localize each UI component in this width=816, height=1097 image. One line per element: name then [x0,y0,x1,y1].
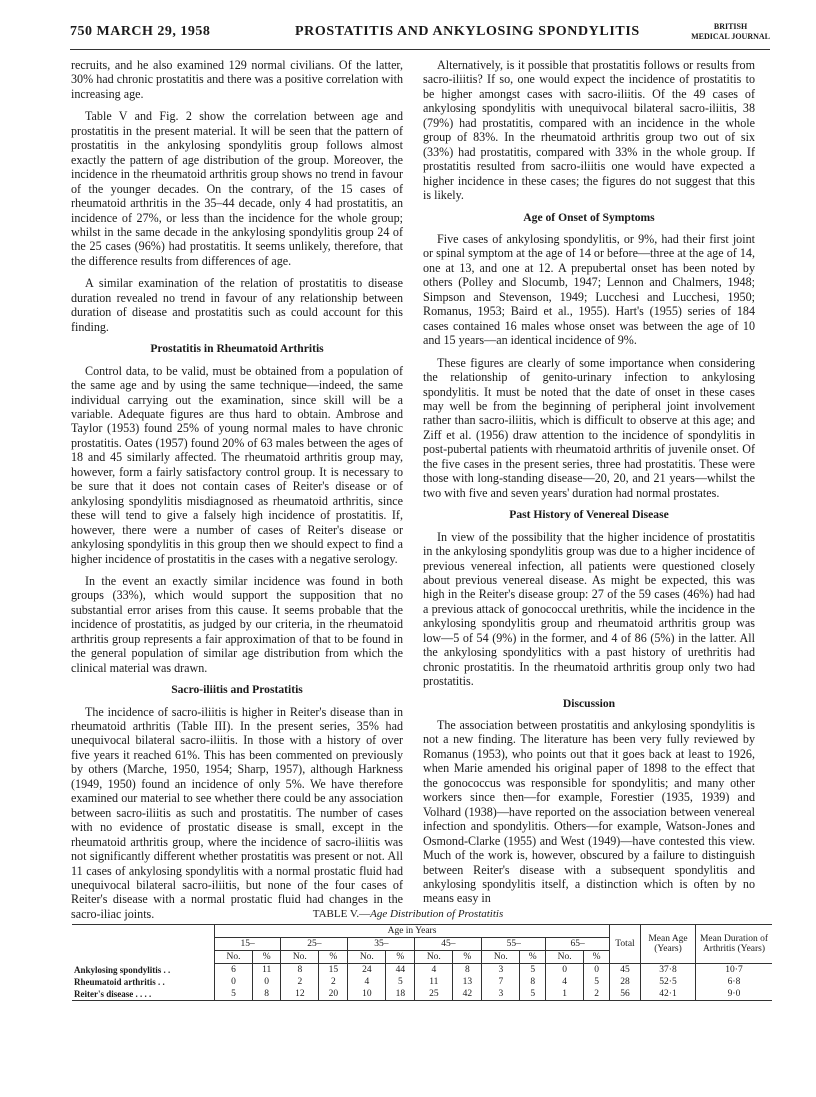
paragraph: recruits, and he also examined 129 normal civilians. Of the latter, 30% had chronic prostatitis and there was a positive correlation with increasing age. [71,58,403,101]
paragraph: The incidence of sacro-iliitis is higher in Reiter's disease than in rheumatoid arthritis (Table III). In the present series, 35% had unequivocal bilateral sacro-iliitis. In those with a history of over five years it reached 61%. This has been commented on previously by others (Marche, 1950, 1954; Sharp, 1957), although Harkness (1949, 1950) found an incidence of only 5%. We have therefore examined our material to see whether there could be any association between sacro-iliitis as such and prostatitis. The number of cases with no evidence of prostatic disease is small, except in the rheumatoid arthritis group, where the incidence of sacro-iliitis was not significantly different whether prostatitis was present or not. All 11 cases of ankylosing spondylitis with a normal prostatic fluid had unequivocal bilateral sacro-iliitis, but none of the four cases of Reiter's disease with a normal prostatic fluid had changes in the sacro-iliac joints. [71,704,403,921]
table-row [72,976,772,988]
section-heading: Discussion [562,696,616,710]
journal-name [691,22,770,42]
cell: 5 [520,964,546,977]
cell: 5 [215,988,253,1001]
mean-duration-header: Mean Duration of Arthritis (Years) [696,925,773,964]
age-group-header: 35– [348,938,415,951]
cell: 5 [520,988,546,1001]
cell: 18 [386,988,415,1001]
row-label-header [72,925,215,964]
pct-header: % [520,951,546,964]
cell: 6 [215,964,253,977]
cell: 5 [584,976,610,988]
table-caption [0,908,816,920]
row-label: Rheumatoid arthritis . . [74,977,165,987]
row-label: Ankylosing spondylitis . . [74,964,171,975]
cell: 2 [319,976,348,988]
cell: 0 [546,964,584,977]
age-group-header: 45– [415,938,482,951]
mean-duration-cell: 9·0 [696,988,773,1001]
total-cell: 45 [610,964,641,977]
table-caption-title: Age Distribution of Prostatitis [370,908,504,920]
no-header: No. [415,951,453,964]
table-row [72,964,772,977]
cell: 2 [584,988,610,1001]
running-title: PROSTATITIS AND ANKYLOSING SPONDYLITIS [295,24,640,39]
row-label: Reiter's disease . . . . [72,988,215,1001]
cell: 15 [319,964,348,977]
pct-header: % [584,951,610,964]
right-column [423,58,755,914]
pct-header: % [453,951,482,964]
cell: 2 [281,976,319,988]
paragraph: A similar examination of the relation of prostatitis to disease duration revealed no trend in favour of any relationship between duration of disease and prostatitis such as could account for this finding. [71,276,403,334]
cell: 8 [520,976,546,988]
cell: 4 [415,964,453,977]
paragraph: These figures are clearly of some importance when considering the relationship of genito-urinary infection to ankylosing spondylitis. It must be noted that the date of onset in these cases may well be from the beginning of peripheral joint involvement rather than sacro-iliitis, which is difficult to observe at this age; and Ziff et al. (1956) draw attention to the incidence of spondylitis in post-pubertal patients with rheumatoid arthritis of juvenile onset. Of the five cases in the present series, three had prostatitis. These were those with long-standing disease—20, 20, and 21 years—whilst the two with five and seven years' duration had normal prostates. [423,355,755,500]
cell: 1 [546,988,584,1001]
cell: 7 [482,976,520,988]
cell: 4 [546,976,584,988]
no-header: No. [215,951,253,964]
paragraph: Five cases of ankylosing spondylitis, or 9%, had their first joint or spinal symptom at the age of 14 or before—three at the age of 14, one at 13, and one at 12. A prepubertal onset has been noted by others (Polley and Slocumb, 1947; Lennon and Chalmers, 1948; Simpson and Stevenson, 1949; Lucchesi and Lucchesi, 1950; Romanus, 1953; Baird et al., 1955). Hart's (1955) series of 184 cases contained 16 males whose onset was between the age of 10 and 15 years—an identical incidence of 9%. [423,231,755,348]
cell: 10 [348,988,386,1001]
cell: 13 [453,976,482,988]
section-heading: Prostatitis in Rheumatoid Arthritis [150,342,324,356]
cell: 5 [386,976,415,988]
cell: 0 [584,964,610,977]
paragraph: In the event an exactly similar incidence was found in both groups (33%), which would support the supposition that no substantial error arises from this cause. It seems probable that the incidence of prostatitis, as judged by our criteria, in the rheumatoid arthritis group represents a fair approximation of that to be found in the general population of similar age distribution from which the clinical material was drawn. [71,573,403,675]
cell: 20 [319,988,348,1001]
cell: 25 [415,988,453,1001]
section-heading: Sacro-iliitis and Prostatitis [171,683,303,697]
age-group-header: 25– [281,938,348,951]
journal-line-2: MEDICAL JOURNAL [691,32,770,41]
no-header: No. [348,951,386,964]
no-header: No. [482,951,520,964]
cell: 11 [253,964,281,977]
cell: 24 [348,964,386,977]
total-cell: 28 [610,976,641,988]
cell: 3 [482,964,520,977]
paragraph: The association between prostatitis and ankylosing spondylitis is not a new finding. The literature has been very fully reviewed by Romanus (1953), who points out that it goes back at least to 1926, when Marie amended his original paper of 1898 to the effect that the gonococcus was responsible for spondylitis; and many other workers since then—for example, Forestier (1935, 1939) and Volhard (1938)—have reported on the association between venereal infection and spondylitis. Others—for example, Watson-Jones and Osmond-Clarke (1955) and West (1949)—have contested this view. Much of the work is, however, obscured by a failure to distinguish between Reiter's disease with a subsequent spondylitis and ankylosing spondylitis itself, a distinction which is often by no means easy in [423,718,755,906]
age-header: Age in Years [215,925,610,938]
table-caption-prefix: TABLE V.— [312,908,371,920]
mean-duration-cell: 6·8 [696,976,773,988]
section-heading: Past History of Venereal Disease [509,508,669,522]
cell: 42 [453,988,482,1001]
age-group-header: 65– [546,938,610,951]
mean-age-cell: 52·5 [641,976,696,988]
cell: 4 [348,976,386,988]
mean-duration-cell: 10·7 [696,964,773,977]
total-cell: 56 [610,988,641,1001]
cell: 3 [482,988,520,1001]
table-row [72,988,772,1001]
mean-age-cell: 37·8 [641,964,696,977]
paragraph: Table V and Fig. 2 show the correlation between age and prostatitis in the present material. It will be seen that the pattern of prostatitis in the ankylosing spondylitis group follows almost exactly the pattern of age distribution of the group. Moreover, the incidence in the rheumatoid arthritis group shows no trend in favour of the younger decades. On the contrary, of the 15 cases of rheumatoid arthritis in the 35–44 decade, only 4 had prostatitis, an incidence of 27%, or less than the incidence for the whole group; whilst in the same decade in the ankylosing spondylitis group 24 of the 25 cases (96%) had prostatitis. It seems unlikely, therefore, that the difference results from differences of age. [71,109,403,268]
mean-age-cell: 42·1 [641,988,696,1001]
page-header [70,16,770,56]
pct-header: % [386,951,415,964]
cell: 0 [215,976,253,988]
page-number-date: 750 MARCH 29, 1958 [70,24,211,39]
pct-header: % [319,951,348,964]
age-distribution-table [72,924,772,1001]
left-column [71,58,403,929]
pct-header: % [253,951,281,964]
cell: 0 [253,976,281,988]
cell: 8 [253,988,281,1001]
age-group-header: 55– [482,938,546,951]
cell: 8 [281,964,319,977]
total-header: Total [610,925,641,964]
mean-age-header: Mean Age (Years) [641,925,696,964]
cell: 12 [281,988,319,1001]
no-header: No. [546,951,584,964]
paragraph: Control data, to be valid, must be obtained from a population of the same age and by using the same technique—indeed, the same individual carrying out the examination, since skill will be a variable. Adequate figures are thus hard to obtain. Ambrose and Taylor (1953) found 25% of young normal males to have chronic prostatitis. Oates (1957) found 20% of 63 males between the ages of 18 and 45 similarly affected. The rheumatoid arthritis group may, however, form a fairly satisfactory control group. It is necessary to be sure that it does not contain cases of Reiter's disease or of ankylosing spondylitis misdiagnosed as rheumatoid arthritis, since these will tend to give a falsely high incidence of prostatitis. If, however, there were a number of cases of Reiter's disease or ankylosing spondylitis in this group then we should expect to find a higher incidence of prostatitis in the cases with a negative serology. [71,363,403,566]
cell: 11 [415,976,453,988]
paragraph: In view of the possibility that the higher incidence of prostatitis in the ankylosing spondylitis group was due to a higher incidence of previous venereal infection, all patients were questioned closely about previous venereal disease. As might be expected, this was high in the Reiter's disease group: 27 of the 59 cases (46%) had had a previous attack of gonococcal urethritis, while the incidence in the ankylosing spondylitis group and rheumatoid arthritis group was low—5 of 54 (9%) in the former, and 4 of 86 (5%) in the latter. All the ankylosing spondylitics with a past history of urethritis had chronic prostatitis. In the rheumatoid arthritis group only two had prostatitis. [423,529,755,689]
section-heading: Age of Onset of Symptoms [523,210,655,224]
journal-line-1: BRITISH [713,22,748,31]
cell: 44 [386,964,415,977]
paragraph: Alternatively, is it possible that prostatitis follows or results from sacro-iliitis? If so, one would expect the incidence of prostatitis to be higher amongst cases with sacro-iliitis. Of the 49 cases of ankylosing spondylitis with unequivocal bilateral sacro-iliitis, 38 (79%) had prostatitis, compared with an incidence in the whole group of 83%. In the rheumatoid arthritis group two out of six (33%) had prostatitis, compared with 33% in the whole group. If prostatitis resulted from sacro-iliitis one would have expected a higher incidence in these cases; the figures do not suggest that this is likely. [423,58,755,203]
age-group-header: 15– [215,938,281,951]
header-rule [70,49,770,50]
no-header: No. [281,951,319,964]
cell: 8 [453,964,482,977]
